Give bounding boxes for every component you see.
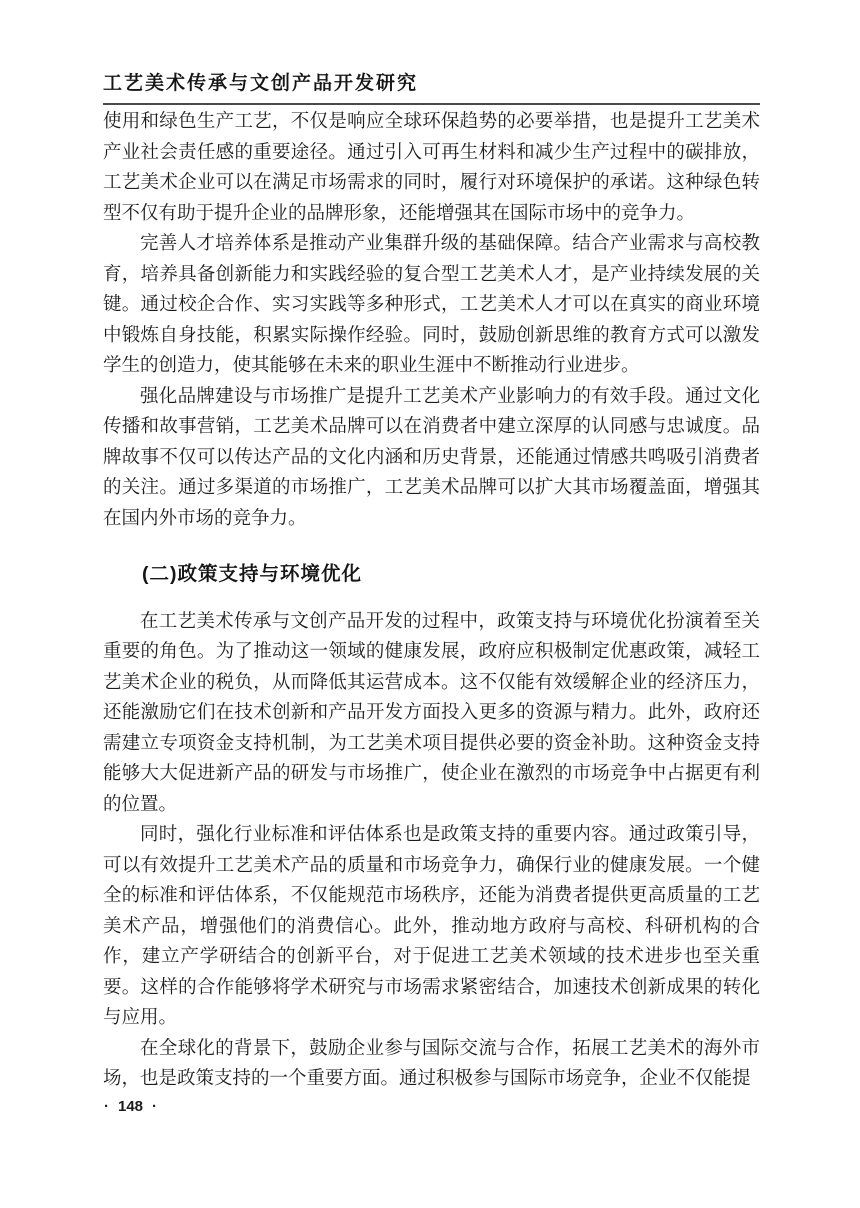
paragraph-5: 同时，强化行业标准和评估体系也是政策支持的重要内容。通过政策引导，可以有效提升工艺美术产品的质量和市场竞争力，确保行业的健康发展。一个健全的标准和评估体系，不仅能规范市场秩序，还能为消费者提供更高质量的工艺美术产品，增强他们的消费信心。此外，推动地方政府与高校、科研机构的合作，建立产学研结合的创新平台，对于促进工艺美术领域的技术进步也至关重要。这样的合作能够将学术研究与市场需求紧密结合，加速技术创新成果的转化与应用。 bbox=[103, 825, 760, 1028]
page-footer bbox=[104, 1098, 157, 1115]
page-number: 148 bbox=[118, 1098, 144, 1115]
paragraph-1: 使用和绿色生产工艺，不仅是响应全球环保趋势的必要举措，也是提升工艺美术产业社会责任感的重要途径。通过引入可再生材料和减少生产过程中的碳排放，工艺美术企业可以在满足市场需求的同时，履行对环境保护的承诺。这种绿色转型不仅有助于提升企业的品牌形象，还能增强其在国际市场中的竞争力。 bbox=[103, 112, 760, 224]
paragraph-3: 强化品牌建设与市场推广是提升工艺美术产业影响力的有效手段。通过文化传播和故事营销，工艺美术品牌可以在消费者中建立深厚的认同感与忠诚度。品牌故事不仅可以传达产品的文化内涵和历史背景，还能通过情感共鸣吸引消费者的关注。通过多渠道的市场推广，工艺美术品牌可以扩大其市场覆盖面，增强其在国内外市场的竞争力。 bbox=[103, 386, 760, 529]
paragraph-2: 完善人才培养体系是推动产业集群升级的基础保障。结合产业需求与高校教育，培养具备创新能力和实践经验的复合型工艺美术人才，是产业持续发展的关键。通过校企合作、实习实践等多种形式，工艺美术人才可以在真实的商业环境中锻炼自身技能，积累实际操作经验。同时，鼓励创新思维的教育方式可以激发学生的创造力，使其能够在未来的职业生涯中不断推动行业进步。 bbox=[103, 234, 760, 376]
footer-bullet-right: · bbox=[152, 1098, 158, 1115]
section-heading: (二)政策支持与环境优化 bbox=[142, 563, 362, 585]
header-rule bbox=[103, 103, 760, 105]
page-body bbox=[103, 107, 760, 1095]
running-head-title: 工艺美术传承与文创产品开发研究 bbox=[103, 73, 419, 94]
paragraph-4: 在工艺美术传承与文创产品开发的过程中，政策支持与环境优化扮演着至关重要的角色。为了推动这一领域的健康发展，政府应积极制定优惠政策，减轻工艺美术企业的税负，从而降低其运营成本。这不仅能有效缓解企业的经济压力，还能激励它们在技术创新和产品开发方面投入更多的资源与精力。此外，政府还需建立专项资金支持机制，为工艺美术项目提供必要的资金补助。这种资金支持能够大大促进新产品的研发与市场推广，使企业在激烈的市场竞争中占据更有利的位置。 bbox=[103, 611, 760, 815]
paragraph-6: 在全球化的背景下，鼓励企业参与国际交流与合作，拓展工艺美术的海外市场，也是政策支持的一个重要方面。通过积极参与国际市场竞争，企业不仅能提 bbox=[103, 1038, 760, 1089]
footer-bullet-left: · bbox=[104, 1098, 109, 1115]
page-content bbox=[103, 74, 760, 1095]
page-header bbox=[103, 74, 760, 105]
